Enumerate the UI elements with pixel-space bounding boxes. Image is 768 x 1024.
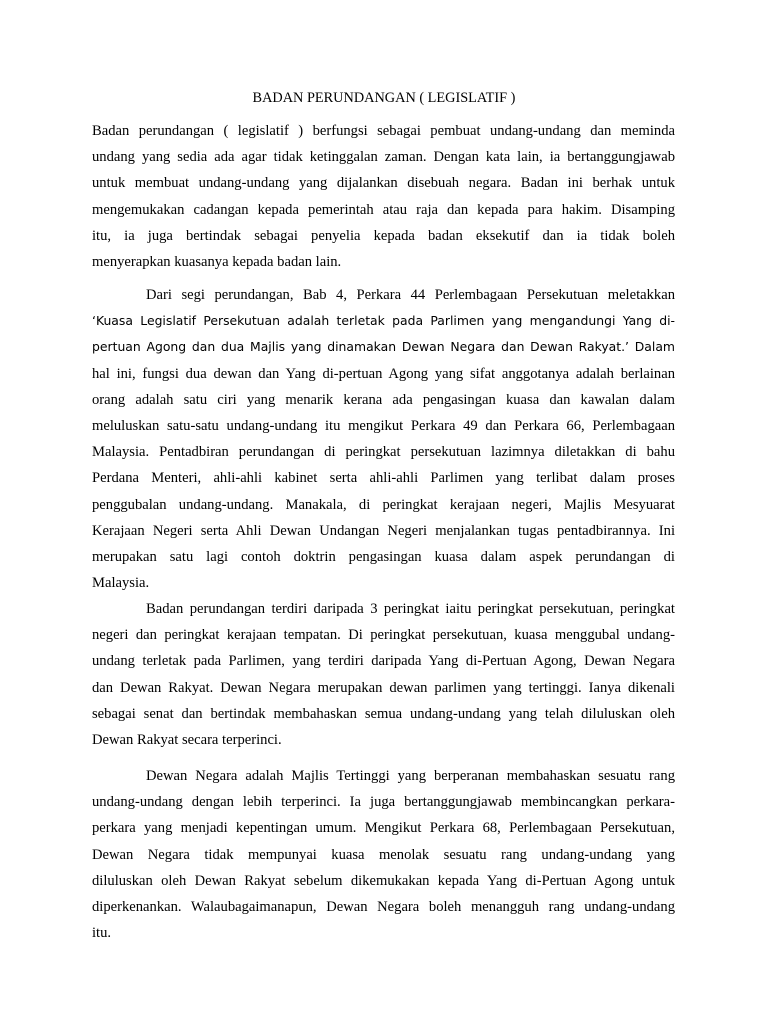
paragraph-line: dan Dewan Rakyat. Dewan Negara merupakan dewan parlimen yang tertinggi. Ianya dikenali <box>92 679 675 696</box>
paragraph-legislative-function <box>92 118 675 275</box>
paragraph-line: untuk membuat undang-undang yang dijalankan disebuah negara. Badan ini berhak untuk <box>92 175 675 192</box>
paragraph-constitution-article-44 <box>92 282 675 596</box>
paragraph-line: sebagai senat dan bertindak membahaskan semua undang-undang yang telah diluluskan oleh <box>92 705 675 722</box>
paragraph-line: Dewan Negara tidak mempunyai kuasa menolak sesuatu rang undang-undang yang <box>92 846 675 863</box>
paragraph-line: diluluskan oleh Dewan Rakyat sebelum dikemukakan kepada Yang di-Pertuan Agong untuk <box>92 872 675 889</box>
paragraph-line: penggubalan undang-undang. Manakala, di peringkat kerajaan negeri, Majlis Mesyuarat <box>92 496 675 513</box>
paragraph-line: undang terletak pada Parlimen, yang terdiri daripada Yang di-Pertuan Agong, Dewan Negara <box>92 653 675 670</box>
paragraph-line: diperkenankan. Walaubagaimanapun, Dewan Negara boleh menangguh rang undang-undang <box>92 898 675 915</box>
paragraph-line: negeri dan peringkat kerajaan tempatan. Di peringkat persekutuan, kuasa menggubal undang- <box>92 627 675 644</box>
paragraph-dewan-negara <box>92 763 675 946</box>
paragraph-line: Perdana Menteri, ahli-ahli kabinet serta ahli-ahli Parlimen yang terlibat dalam proses <box>92 470 675 487</box>
paragraph-line: Dari segi perundangan, Bab 4, Perkara 44 Perlembagaan Persekutuan meletakkan <box>146 287 675 303</box>
paragraph-line: Badan perundangan terdiri daripada 3 peringkat iaitu peringkat persekutuan, peringkat <box>146 601 675 617</box>
paragraph-line: Malaysia. <box>92 575 150 592</box>
paragraph-line: Malaysia. Pentadbiran perundangan di peringkat persekutuan lazimnya diletakkan di bahu <box>92 444 675 461</box>
paragraph-line: ‘Kuasa Legislatif Persekutuan adalah terletak pada Parlimen yang mengandungi Yang di- <box>92 313 675 329</box>
paragraph-line: menyerapkan kuasanya kepada badan lain. <box>92 253 342 270</box>
paragraph-line: mengemukakan cadangan kepada pemerintah atau raja dan kepada para hakim. Disamping <box>92 201 675 218</box>
paragraph-three-levels <box>92 596 675 753</box>
paragraph-line: itu. <box>92 925 112 942</box>
paragraph-line: undang-undang dengan lebih terperinci. Ia juga bertanggungjawab membincangkan perkara- <box>92 794 675 811</box>
document-title: BADAN PERUNDANGAN ( LEGISLATIF ) <box>252 90 516 106</box>
paragraph-line: meluluskan satu-satu undang-undang itu mengikut Perkara 49 dan Perkara 66, Perlembagaan <box>92 417 675 434</box>
paragraph-line: undang yang sedia ada agar tidak ketinggalan zaman. Dengan kata lain, ia bertanggungjawab <box>92 149 675 166</box>
paragraph-line: Kerajaan Negeri serta Ahli Dewan Undangan Negeri menjalankan tugas pentadbirannya. Ini <box>92 522 675 539</box>
paragraph-line: pertuan Agong dan dua Majlis yang dinamakan Dewan Negara dan Dewan Rakyat.’ Dalam <box>92 339 675 355</box>
paragraph-line: hal ini, fungsi dua dewan dan Yang di-pertuan Agong yang sifat anggotanya adalah berlainan <box>92 365 675 382</box>
paragraph-line: merupakan satu lagi contoh doktrin pengasingan kuasa dalam aspek perundangan di <box>92 548 675 565</box>
paragraph-line: itu, ia juga bertindak sebagai penyelia kepada badan eksekutif dan ia tidak boleh <box>92 227 675 244</box>
paragraph-line: orang adalah satu ciri yang menarik kerana ada pengasingan kuasa dan kawalan dalam <box>92 391 675 408</box>
paragraph-line: perkara yang menjadi kepentingan umum. Mengikut Perkara 68, Perlembagaan Persekutuan, <box>92 820 675 837</box>
paragraph-line: Badan perundangan ( legislatif ) berfungsi sebagai pembuat undang-undang dan meminda <box>92 123 675 139</box>
paragraph-line: Dewan Negara adalah Majlis Tertinggi yang berperanan membahaskan sesuatu rang <box>146 768 675 784</box>
paragraph-line: Dewan Rakyat secara terperinci. <box>92 731 282 748</box>
